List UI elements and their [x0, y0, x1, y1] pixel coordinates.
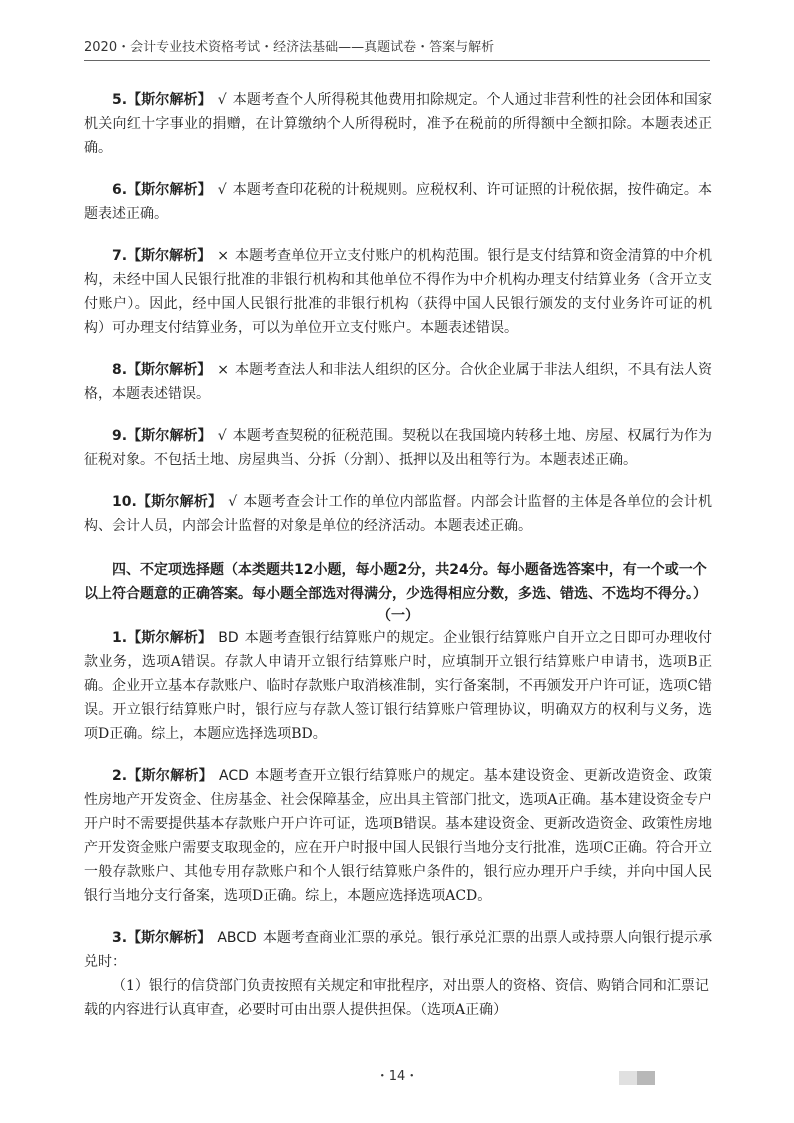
- item-number: 1.: [112, 630, 128, 646]
- explanation-text: 本题考查商业汇票的承兑。银行承兑汇票的出票人或持票人向银行提示承兑时：: [84, 930, 713, 970]
- analysis-tag: 【斯尔解析】: [136, 494, 223, 510]
- answer-item-7: [84, 244, 712, 340]
- answer-mark: √: [217, 92, 227, 108]
- decor-block-dark: [637, 1071, 655, 1085]
- running-header: [84, 38, 710, 61]
- analysis-tag: 【斯尔解析】: [127, 92, 212, 108]
- answer-mark: ×: [217, 362, 230, 378]
- explanation-text: 本题考查印花税的计税规则。应税权利、许可证照的计税依据，按件确定。本题表述正确。: [84, 182, 712, 222]
- item-number: 5.: [112, 92, 128, 108]
- answer-mark: ABCD: [217, 930, 257, 946]
- page-content: [84, 88, 712, 1022]
- analysis-tag: 【斯尔解析】: [127, 428, 212, 444]
- explanation-text: 本题考查个人所得税其他费用扣除规定。个人通过非营利性的社会团体和国家机关向红十字事业的捐赠，在计算缴纳个人所得税时，准予在税前的所得额中全额扣除。本题表述正确。: [84, 92, 712, 156]
- answer-item-5: [84, 88, 712, 160]
- corner-decoration: [619, 1071, 655, 1085]
- answer-mark: ACD: [219, 768, 249, 784]
- item-number: 8.: [112, 362, 128, 378]
- item-number: 9.: [112, 428, 128, 444]
- explanation-text: 本题考查单位开立支付账户的机构范围。银行是支付结算和资金清算的中介机构，未经中国人民银行批准的非银行机构和其他单位不得作为中介机构办理支付结算业务（含开立支付账户）。因此，经中国人民银行批准的非银行机构（获得中国人民银行颁发的支付业务许可证的机构）可办理支付结算业务，可以为单位开立支付账户。本题表述错误。: [84, 248, 713, 336]
- answer-mark: √: [217, 428, 227, 444]
- analysis-tag: 【斯尔解析】: [127, 248, 212, 264]
- explanation-text: 本题考查银行结算账户的规定。企业银行结算账户自开立之日即可办理收付款业务，选项A错误。存款人申请开立银行结算账户时，应填制开立银行结算账户申请书，选项B正确。企业开立基本存款账户、临时存款账户取消核准制，实行备案制，不再颁发开户许可证，选项C错误。开立银行结算账户时，银行应与存款人签订银行结算账户管理协议，明确双方的权利与义务，选项D正确。综上，本题应选择选项BD。: [84, 630, 713, 742]
- answer-item-9: [84, 424, 712, 472]
- item-number: 3.: [112, 930, 128, 946]
- item-number: 6.: [112, 182, 128, 198]
- item-number: 7.: [112, 248, 128, 264]
- explanation-text: 本题考查开立银行结算账户的规定。基本建设资金、更新改造资金、政策性房地产开发资金、住房基金、社会保障基金，应出具主管部门批文，选项A正确。基本建设资金专户开户时不需要提供基本存款账户开户许可证，选项B错误。基本建设资金、更新改造资金、政策性房地产开发资金账户需要支取现金的，应在开户时报中国人民银行当地分支行批准，选项C正确。符合开立一般存款账户、其他专用存款账户和个人银行结算账户条件的，银行应办理开户手续，并向中国人民银行当地分支行备案，选项D正确。综上，本题应选择选项ACD。: [84, 768, 712, 904]
- section-heading: 四、不定项选择题（本类题共12小题，每小题2分，共24分。每小题备选答案中，有一个或一个以上符合题意的正确答案。每小题全部选对得满分，少选得相应分数，多选、错选、不选均不得分。）: [84, 562, 707, 602]
- decor-block-light: [619, 1071, 637, 1085]
- item-number: 10.: [112, 494, 137, 510]
- analysis-tag: 【斯尔解析】: [127, 630, 213, 646]
- answer-item-s4-3: [84, 926, 712, 974]
- answer-item-8: [84, 358, 712, 406]
- explanation-text: 本题考查会计工作的单位内部监督。内部会计监督的主体是各单位的会计机构、会计人员，内部会计监督的对象是单位的经济活动。本题表述正确。: [84, 494, 713, 534]
- page-number: ・14・: [375, 1069, 419, 1084]
- analysis-tag: 【斯尔解析】: [127, 768, 214, 784]
- answer-mark: ×: [217, 248, 230, 264]
- analysis-tag: 【斯尔解析】: [127, 182, 212, 198]
- answer-mark: √: [217, 182, 227, 198]
- analysis-tag: 【斯尔解析】: [127, 930, 212, 946]
- explanation-text: 本题考查法人和非法人组织的区分。合伙企业属于非法人组织，不具有法人资格，本题表述错误。: [84, 362, 713, 402]
- subsection-heading: （一）: [377, 608, 419, 624]
- answer-item-10: [84, 490, 712, 538]
- answer-item-s4-2: [84, 764, 712, 908]
- answer-subpoint: （1）银行的信贷部门负责按照有关规定和审批程序，对出票人的资格、资信、购销合同和汇票记载的内容进行认真审查，必要时可由出票人提供担保。（选项A正确）: [84, 978, 709, 1018]
- answer-item-6: [84, 178, 712, 226]
- item-number: 2.: [112, 768, 128, 784]
- explanation-text: 本题考查契税的征税范围。契税以在我国境内转移土地、房屋、权属行为作为征税对象。不包括土地、房屋典当、分拆（分割）、抵押以及出租等行为。本题表述正确。: [84, 428, 712, 468]
- analysis-tag: 【斯尔解析】: [127, 362, 212, 378]
- answer-mark: BD: [218, 630, 239, 646]
- header-title: 2020・会计专业技术资格考试・经济法基础——真题试卷・答案与解析: [84, 40, 495, 55]
- answer-item-s4-1: [84, 626, 712, 746]
- answer-mark: √: [228, 494, 238, 510]
